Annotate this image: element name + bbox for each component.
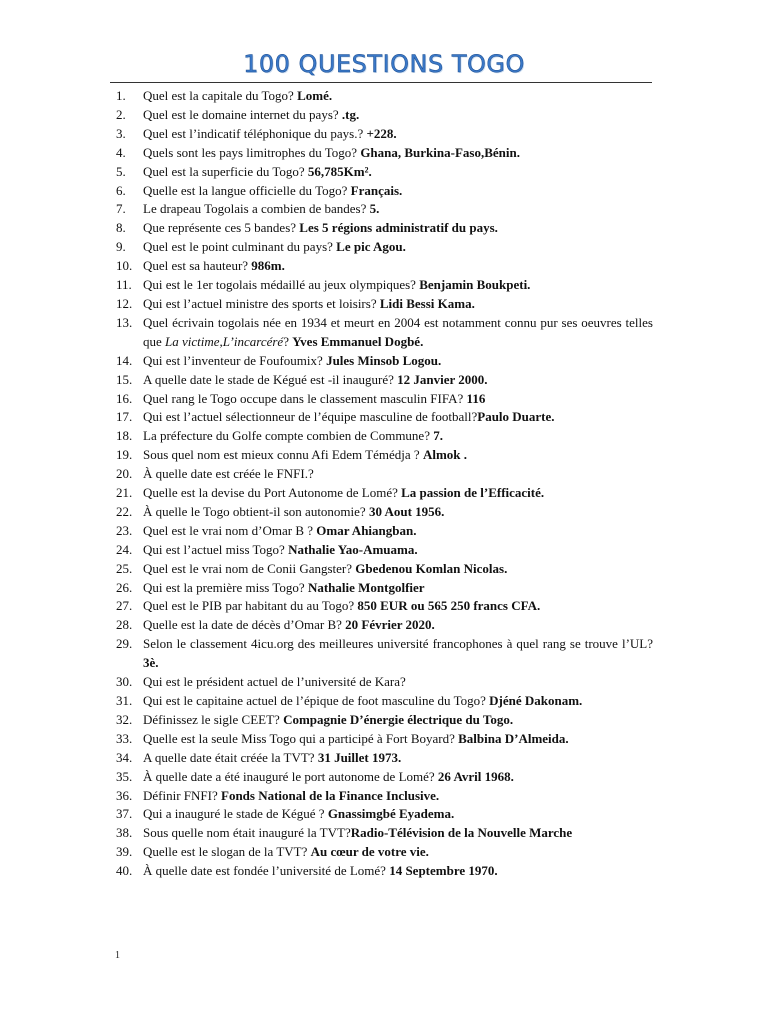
question-text: Quels sont les pays limitrophes du Togo?: [143, 144, 361, 160]
question-text: Quel est sa hauteur?: [143, 258, 252, 274]
question-number: 30.: [116, 674, 133, 690]
question-text: Sous quelle nom était inauguré la TVT?: [143, 825, 351, 841]
question-number: 14.: [116, 352, 133, 368]
question-item: [110, 824, 653, 843]
question-item: [110, 144, 653, 163]
question-number: 16.: [116, 390, 133, 406]
question-item: [110, 446, 653, 465]
question-item: [110, 371, 653, 390]
answer-text: Au cœur de votre vie.: [310, 844, 429, 860]
question-text: Qui est l’actuel ministre des sports et loisirs?: [143, 295, 380, 311]
question-item: [110, 503, 653, 522]
answer-text: 986m.: [251, 258, 285, 274]
question-text: ?: [283, 333, 293, 349]
question-item: [110, 276, 653, 295]
question-item: [110, 427, 653, 446]
question-text: À quelle date a été inauguré le port autonome de Lomé?: [143, 768, 438, 784]
question-item: [110, 522, 653, 541]
question-number: 19.: [116, 447, 133, 463]
question-item: [110, 711, 653, 730]
answer-text: Paulo Duarte.: [477, 409, 555, 425]
question-text: Qui est l’inventeur de Foufoumix?: [143, 352, 327, 368]
question-item: [110, 352, 653, 371]
answer-text: 116: [466, 390, 486, 406]
question-number: 15.: [116, 371, 133, 387]
question-number: 38.: [116, 825, 133, 841]
answer-text: Benjamin Boukpeti.: [419, 277, 531, 293]
question-number: 40.: [116, 863, 133, 879]
question-text: Qui est l’actuel miss Togo?: [143, 541, 289, 557]
answer-text: 30 Aout 1956.: [368, 503, 445, 519]
question-number: 10.: [116, 258, 133, 274]
question-text: Qui est le 1er togolais médaillé au jeux olympiques?: [143, 277, 420, 293]
question-number: 5.: [116, 163, 126, 179]
question-item: [110, 219, 653, 238]
question-text: Quelle est la devise du Port Autonome de Lomé?: [143, 485, 402, 501]
answer-text: Radio-Télévision de la Nouvelle Marche: [350, 825, 573, 841]
question-item: [110, 749, 653, 768]
answer-text: Gbedenou Komlan Nicolas.: [355, 560, 508, 576]
question-item: [110, 390, 653, 409]
question-item: [110, 200, 653, 219]
question-text: Quel est la superficie du Togo?: [143, 163, 308, 179]
answer-text: Le pic Agou.: [336, 239, 406, 255]
question-item: [110, 257, 653, 276]
question-text: Quel est la capitale du Togo?: [143, 88, 298, 103]
question-text: Quel rang le Togo occupe dans le classement masculin FIFA?: [143, 390, 467, 406]
question-text: Qui est le capitaine actuel de l’épique de foot masculine du Togo?: [143, 693, 490, 708]
answer-text: 850 EUR ou 565 250 francs CFA.: [357, 598, 541, 614]
answer-text: Compagnie D’énergie électrique du Togo.: [283, 711, 514, 727]
question-item: [110, 730, 653, 749]
title-underline: [110, 82, 652, 83]
question-number: 35.: [116, 768, 133, 784]
question-number: 22.: [116, 503, 133, 519]
question-text: Quel est l’indicatif téléphonique du pays.?: [143, 125, 367, 141]
question-text: Quel écrivain togolais née en 1934 et meurt en 2004 est notamment connu pur ses oeuvres telles que: [143, 314, 653, 349]
question-text: Quel est le PIB par habitant du au Togo?: [143, 598, 358, 614]
question-number: 32.: [116, 711, 133, 727]
question-text: Définissez le sigle CEET?: [143, 711, 284, 727]
question-text: Quelle est le slogan de la TVT?: [143, 844, 311, 860]
question-number: 8.: [116, 220, 126, 236]
question-number: 26.: [116, 579, 133, 595]
question-number: 23.: [116, 522, 133, 538]
question-text: Quel est le point culminant du pays?: [143, 239, 337, 255]
question-number: 31.: [116, 693, 133, 708]
question-number: 18.: [116, 428, 133, 444]
question-text: À quelle date est fondée l’université de Lomé?: [143, 863, 390, 879]
answer-text: Omar Ahiangban.: [316, 522, 417, 538]
question-text: La préfecture du Golfe compte combien de Commune?: [143, 428, 434, 444]
answer-text: Jules Minsob Logou.: [326, 352, 442, 368]
question-number: 20.: [116, 466, 133, 482]
question-number: 6.: [116, 182, 126, 198]
question-text: Définir FNFI?: [143, 787, 221, 803]
question-text: Sous quel nom est mieux connu Afi Edem Témédja ?: [143, 447, 423, 463]
question-text: À quelle le Togo obtient-il son autonomie?: [143, 503, 369, 519]
answer-text: 56,785Km².: [307, 163, 372, 179]
question-text: Qui a inauguré le stade de Kégué ?: [143, 806, 328, 822]
question-item: [110, 692, 653, 711]
question-item: [110, 597, 653, 616]
answer-text: Djéné Dakonam.: [489, 693, 583, 708]
question-text: À quelle date est créée le FNFI.?: [143, 466, 314, 482]
question-item: [110, 106, 653, 125]
question-number: 3.: [116, 125, 126, 141]
question-number: 13.: [116, 314, 133, 330]
question-number: 28.: [116, 617, 133, 633]
question-item: [110, 768, 653, 787]
answer-text: Nathalie Yao-Amuama.: [288, 541, 418, 557]
question-item: [110, 465, 653, 484]
question-number: 7.: [116, 201, 126, 217]
answer-text: Fonds National de la Finance Inclusive.: [221, 787, 440, 803]
question-text: Que représente ces 5 bandes?: [143, 220, 300, 236]
answer-text: Lomé.: [297, 88, 333, 103]
question-item: [110, 560, 653, 579]
answer-text: 12 Janvier 2000.: [397, 371, 488, 387]
question-item: [110, 163, 653, 182]
question-item: [110, 295, 653, 314]
question-number: 34.: [116, 749, 133, 765]
question-number: 33.: [116, 730, 133, 746]
question-text: A quelle date était créée la TVT?: [143, 749, 318, 765]
question-text: Quel est le domaine internet du pays?: [143, 106, 342, 122]
question-item: [110, 673, 653, 692]
work-titles: La victime,L’incarcéré: [165, 333, 284, 349]
question-item: [110, 314, 653, 352]
question-item: [110, 541, 653, 560]
document-title: 100 QUESTIONS TOGO: [243, 50, 525, 78]
question-number: 29.: [116, 636, 133, 652]
answer-text: Balbina D’Almeida.: [458, 730, 569, 746]
question-number: 24.: [116, 541, 133, 557]
question-item: [110, 635, 653, 673]
question-item: [110, 805, 653, 824]
question-text: Quelle est la langue officielle du Togo?: [143, 182, 351, 198]
question-item: [110, 787, 653, 806]
answer-text: Yves Emmanuel Dogbé.: [292, 333, 424, 349]
question-item: [110, 408, 653, 427]
question-text: Qui est l’actuel sélectionneur de l’équipe masculine de football?: [143, 409, 478, 425]
question-number: 12.: [116, 295, 133, 311]
answer-text: 31 Juillet 1973.: [317, 749, 402, 765]
answer-text: 14 Septembre 1970.: [389, 863, 498, 879]
answer-text: Lidi Bessi Kama.: [379, 295, 475, 311]
answer-text: 7.: [433, 428, 443, 444]
question-number: 21.: [116, 485, 133, 501]
question-list: [110, 87, 653, 881]
question-number: 39.: [116, 844, 133, 860]
question-item: [110, 579, 653, 598]
question-text: Quel est le vrai nom de Conii Gangster?: [143, 560, 356, 576]
question-item: [110, 238, 653, 257]
question-number: 2.: [116, 106, 126, 122]
answer-text: 20 Février 2020.: [345, 617, 435, 633]
question-number: 27.: [116, 598, 133, 614]
answer-text: La passion de l’Efficacité.: [401, 485, 545, 501]
question-item: [110, 125, 653, 144]
answer-text: Gnassimgbé Eyadema.: [327, 806, 455, 822]
answer-text: Almok .: [422, 447, 467, 463]
question-text: Qui est le président actuel de l’université de Kara?: [143, 674, 406, 690]
question-number: 1.: [116, 88, 126, 103]
question-text: Quelle est la date de décès d’Omar B?: [143, 617, 346, 633]
answer-text: Ghana, Burkina-Faso,Bénin.: [360, 144, 520, 160]
question-number: 17.: [116, 409, 133, 425]
question-text: Quelle est la seule Miss Togo qui a participé à Fort Boyard?: [143, 730, 459, 746]
question-text: Le drapeau Togolais a combien de bandes?: [143, 201, 370, 217]
question-number: 11.: [116, 277, 132, 293]
question-item: [110, 862, 653, 881]
question-number: 9.: [116, 239, 126, 255]
answer-text: Français.: [350, 182, 403, 198]
question-item: [110, 87, 653, 106]
question-number: 4.: [116, 144, 126, 160]
question-text: Quel est le vrai nom d’Omar B ?: [143, 522, 317, 538]
question-number: 36.: [116, 787, 133, 803]
page-number: 1: [115, 950, 120, 961]
question-item: [110, 843, 653, 862]
question-item: [110, 616, 653, 635]
question-text: Selon le classement 4icu.org des meilleures université francophones à quel rang se trouve l’UL?: [143, 636, 653, 652]
question-item: [110, 484, 653, 503]
question-number: 37.: [116, 806, 133, 822]
answer-text: +228.: [366, 125, 397, 141]
question-text: A quelle date le stade de Kégué est -il inauguré?: [143, 371, 398, 387]
answer-text: 26 Avril 1968.: [437, 768, 514, 784]
answer-text: Nathalie Montgolfier: [307, 579, 425, 595]
answer-text: .tg.: [341, 106, 360, 122]
question-text: Qui est la première miss Togo?: [143, 579, 308, 595]
question-item: [110, 182, 653, 201]
question-number: 25.: [116, 560, 133, 576]
answer-text: 3è.: [143, 655, 159, 671]
answer-text: 5.: [369, 201, 380, 217]
answer-text: Les 5 régions administratif du pays.: [299, 220, 498, 236]
